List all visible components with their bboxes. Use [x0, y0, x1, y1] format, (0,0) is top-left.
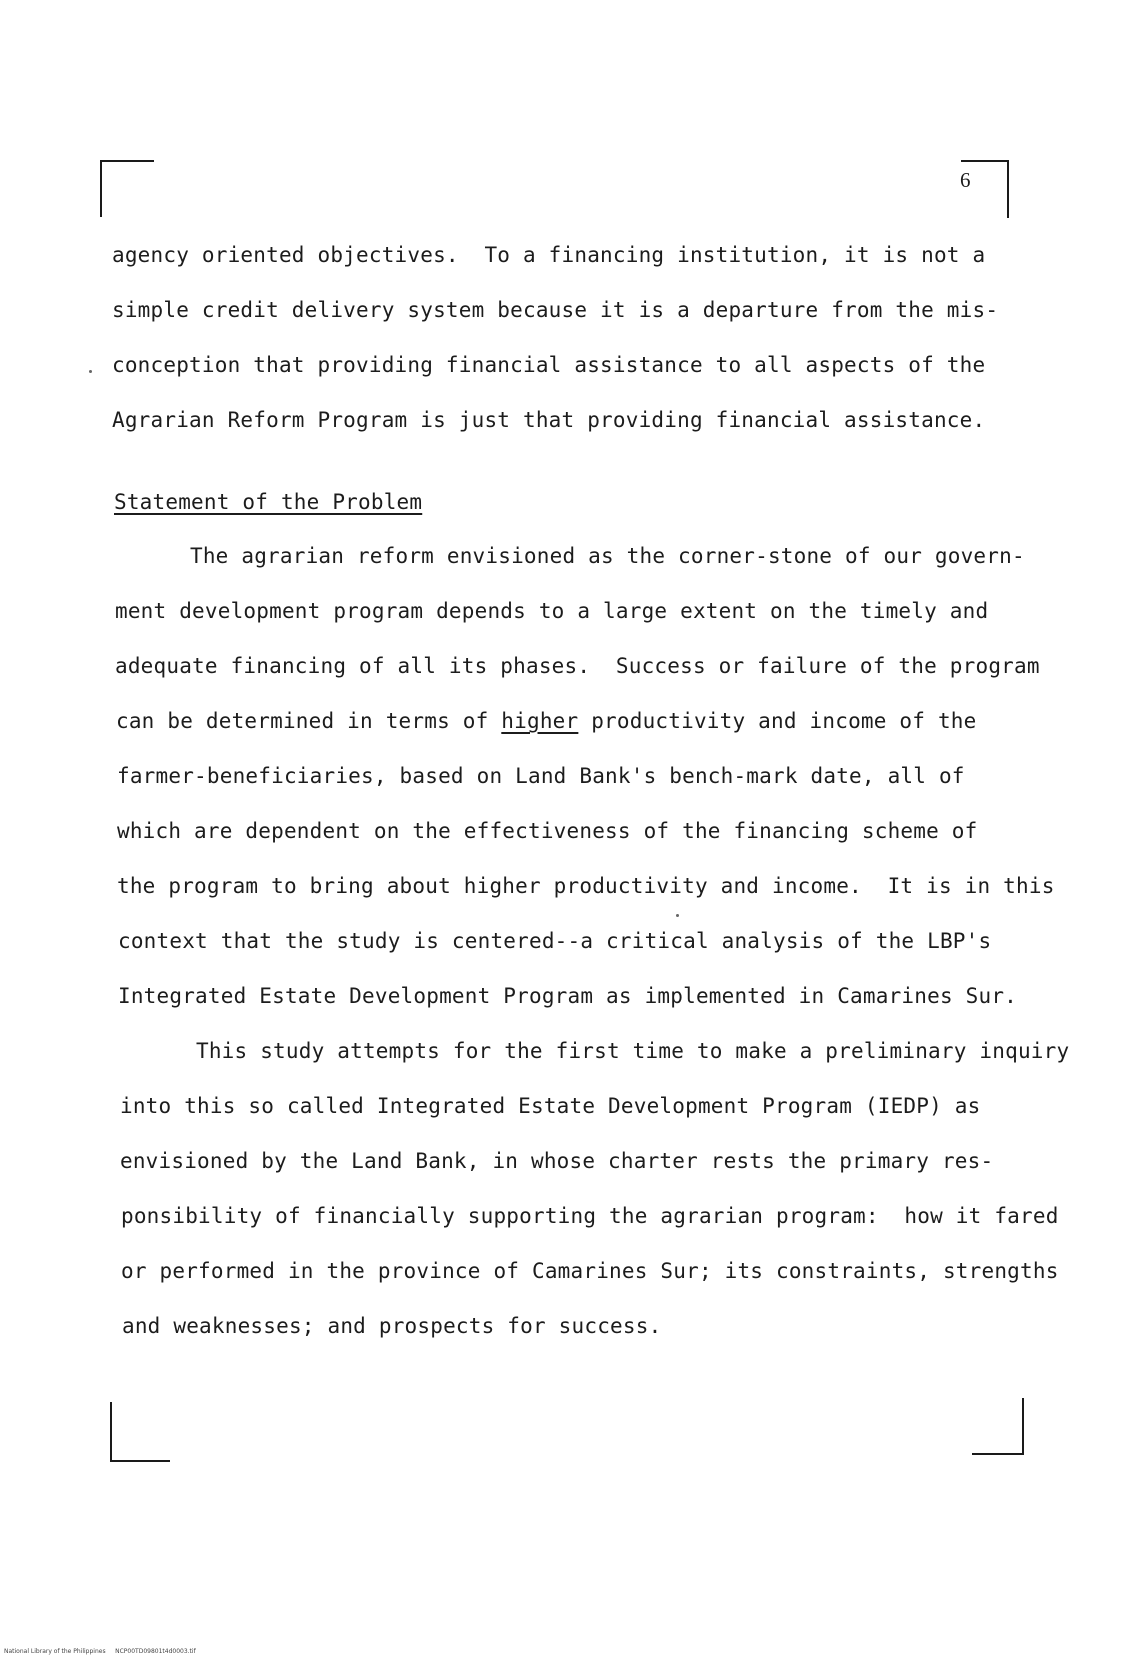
text-line: or performed in the province of Camarines Sur; its constraints, strengths [121, 1259, 1059, 1283]
page-number: 6 [960, 168, 971, 192]
section-heading: Statement of the Problem [114, 490, 423, 514]
text-line: envisioned by the Land Bank, in whose charter rests the primary res- [120, 1149, 994, 1173]
crop-mark-bottom-right [972, 1398, 1024, 1455]
text-line: adequate financing of all its phases. Success or failure of the program [115, 654, 1040, 678]
text-line: the program to bring about higher productivity and income. It is in this [117, 874, 1055, 898]
scan-footer: National Library of the Philippines NCP00TD09801t4d0003.tif [4, 1648, 196, 1655]
text-line: ment development program depends to a large extent on the timely and [115, 599, 989, 623]
text-line: farmer-beneficiaries, based on Land Bank's bench-mark date, all of [117, 764, 965, 788]
text-line: into this so called Integrated Estate Development Program (IEDP) as [120, 1094, 981, 1118]
text-line: simple credit delivery system because it is a departure from the mis- [112, 298, 999, 322]
scan-speck [676, 914, 679, 917]
text-line: Integrated Estate Development Program as implemented in Camarines Sur. [118, 984, 1018, 1008]
crop-mark-bottom-left [110, 1402, 170, 1462]
text-line: Agrarian Reform Program is just that providing financial assistance. [112, 408, 986, 432]
crop-mark-top-left [100, 160, 154, 217]
text-line: This study attempts for the first time to make a preliminary inquiry [196, 1039, 1070, 1063]
text-line: which are dependent on the effectiveness of the financing scheme of [117, 819, 978, 843]
text-line: The agrarian reform envisioned as the corner-stone of our govern- [190, 544, 1025, 568]
text-line-with-emphasis [116, 709, 977, 733]
underlined-word: higher [501, 709, 579, 733]
text-line: and weaknesses; and prospects for success. [122, 1314, 662, 1338]
text-line: context that the study is centered--a critical analysis of the LBP's [118, 929, 992, 953]
text-span: productivity and income of the [578, 709, 977, 733]
text-line: conception that providing financial assistance to all aspects of the [112, 353, 986, 377]
text-line: agency oriented objectives. To a financing institution, it is not a [112, 243, 986, 267]
text-line: ponsibility of financially supporting the agrarian program: how it fared [121, 1204, 1059, 1228]
text-span: can be determined in terms of [116, 709, 502, 733]
scan-speck [89, 370, 92, 373]
